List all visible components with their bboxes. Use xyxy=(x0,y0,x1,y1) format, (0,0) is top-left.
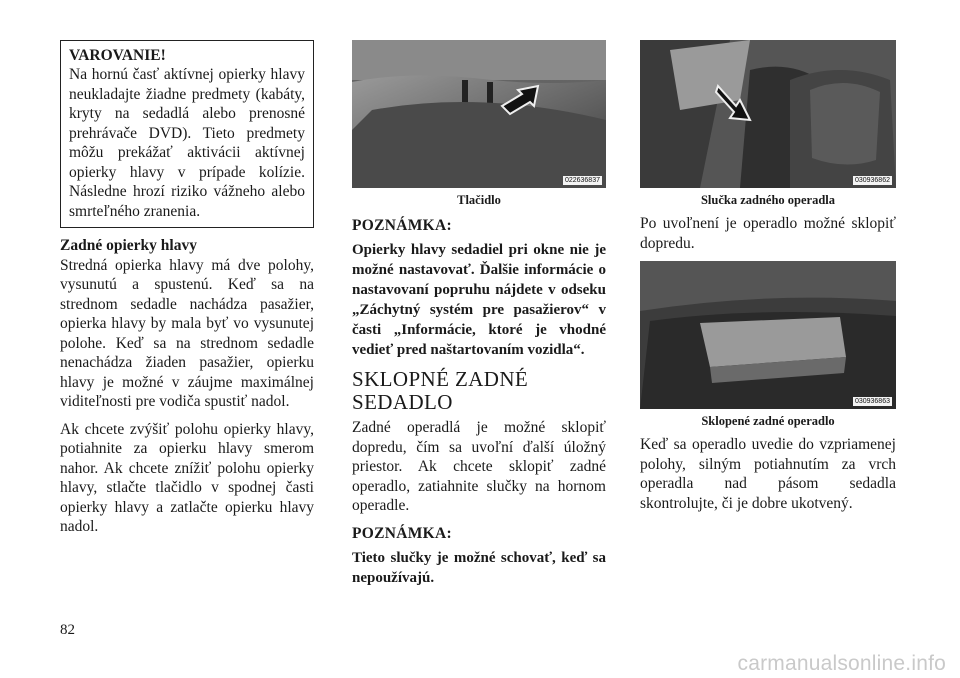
rear-headrests-heading: Zadné opierky hlavy xyxy=(60,237,197,254)
note-label: POZNÁMKA: xyxy=(352,217,452,234)
folded-seatback-photo xyxy=(640,261,896,409)
warning-title: VAROVANIE! xyxy=(69,47,166,64)
note-label-2: POZNÁMKA: xyxy=(352,524,452,542)
release-paragraph: Po uvoľnení je operadlo možné sklopiť dopredu. xyxy=(640,215,896,252)
figure-code-3: 030936863 xyxy=(854,398,890,405)
section-heading: SKLOPNÉ ZADNÉ SEDADLO xyxy=(352,367,529,414)
middle-column xyxy=(352,40,606,588)
warning-text: Na hornú časť aktívnej opierky hlavy neukladajte žiadne predmety (kabáty, kryty na sedadlá alebo prenosné prehrávače DVD). Tieto predmety môžu prekážať aktivácii aktívnej opierky hlavy v prípade kolízie. Následne hrozí riziko vážneho alebo smrteľného zranenia. xyxy=(69,66,305,220)
figure-caption-2: Slučka zadného operadla xyxy=(700,193,836,207)
headrest-button-photo xyxy=(352,40,606,188)
figure-caption: Tlačidlo xyxy=(457,193,501,207)
figure-code-2: 030936862 xyxy=(854,177,890,184)
right-column xyxy=(640,40,896,513)
seatback-loop-photo xyxy=(640,40,896,188)
note-text-2: Tieto slučky je možné schovať, keď sa nepoužívajú. xyxy=(352,549,606,586)
watermark: carmanualsonline.info xyxy=(737,652,946,675)
figure-caption-3: Sklopené zadné operadlo xyxy=(701,414,835,428)
rear-headrests-paragraph-2: Ak chcete zvýšiť polohu opierky hlavy, potiahnite za opierku hlavy smerom nahor. Ak chcete znížiť polohu opierky hlavy, stlačte tlačidlo v spodnej časti opierky hlavy a zatlačte opierku hlavy nadol. xyxy=(60,420,314,535)
figure-code: 022636837 xyxy=(564,177,600,184)
headrest-photo-illustration xyxy=(352,40,606,188)
rear-headrests-paragraph-1: Stredná opierka hlavy má dve polohy, vysunutú a spustenú. Keď sa na strednom sedadle nachádza pasažier, opierka hlavy by mala byť vo vysunutej polohe. Keď sa na strednom sedadle nenachádza žiaden pasažier, opierku hlavy je možné v záujme maximálnej viditeľnosti pre vodiča spustiť nadol. xyxy=(60,256,314,410)
left-column xyxy=(60,40,314,537)
folding-paragraph: Zadné operadlá je možné sklopiť dopredu, čím sa uvoľní ďalší úložný priestor. Ak chcete sklopiť zadné operadlo, zatiahnite slučky na hornom operadle. xyxy=(352,419,606,514)
page-number: 82 xyxy=(60,622,75,638)
seatback-loop-illustration xyxy=(640,40,896,188)
upright-paragraph: Keď sa operadlo uvedie do vzpriamenej polohy, silným potiahnutím za vrch operadla nad pásom sedadla skontrolujte, či je dobre ukotvený. xyxy=(640,436,896,512)
warning-box xyxy=(60,40,314,228)
folded-seatback-illustration xyxy=(640,261,896,409)
note-text: Opierky hlavy sedadiel pri okne nie je možné nastavovať. Ďalšie informácie o nastavovaní popruhu nájdete v odseku „Záchytný systém pre pasažierov“ v časti „Informácie, ktoré je vhodné vedieť pred naštartovaním vozidla“. xyxy=(352,242,606,358)
